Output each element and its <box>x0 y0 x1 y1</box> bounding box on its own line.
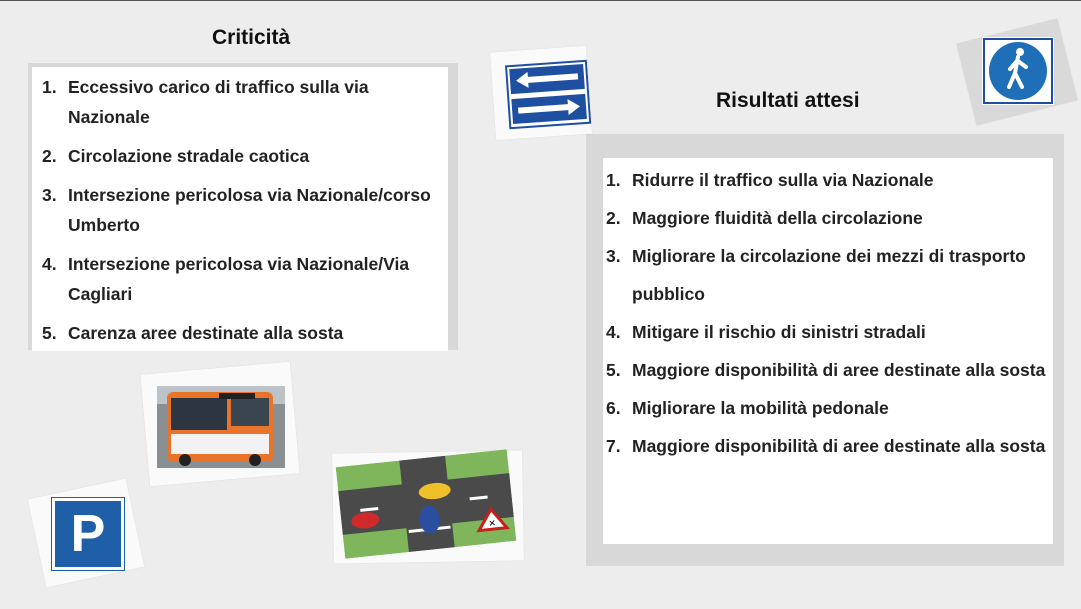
risultati-item: 1. Ridurre il traffico sulla via Nazionale <box>606 170 934 190</box>
criticita-item: 1. Eccessivo carico di traffico sulla via Nazionale <box>42 77 369 127</box>
risultati-title: Risultati attesi <box>716 89 860 112</box>
top-border <box>0 0 1081 1</box>
criticita-title: Criticità <box>212 26 291 49</box>
risultati-item: 2. Maggiore fluidità della circolazione <box>606 208 923 228</box>
pedestrian-sign-icon <box>982 37 1054 105</box>
bus-photo-icon <box>157 386 285 468</box>
two-way-sign-frame <box>490 46 592 140</box>
risultati-list <box>606 161 1052 465</box>
risultati-item: 5. Maggiore disponibilità di aree destinate alla sosta <box>606 360 1046 380</box>
criticita-list <box>42 72 442 357</box>
risultati-item: 3. Migliorare la circolazione dei mezzi di trasporto pubblico <box>606 246 1026 304</box>
criticita-item: 2. Circolazione stradale caotica <box>42 146 310 166</box>
risultati-item: 6. Migliorare la mobilità pedonale <box>606 398 889 418</box>
criticita-item: 3. Intersezione pericolosa via Nazionale/corso Umberto <box>42 185 431 235</box>
two-way-arrows-sign-icon <box>490 46 592 140</box>
parking-sign-icon: P <box>52 498 124 570</box>
risultati-item: 4. Mitigare il rischio di sinistri stradali <box>606 322 926 342</box>
svg-text:✕: ✕ <box>487 518 497 530</box>
risultati-item: 7. Maggiore disponibilità di aree destinate alla sosta <box>606 436 1046 456</box>
intersection-illustration-icon <box>336 449 517 558</box>
criticita-item: 5. Carenza aree destinate alla sosta <box>42 323 344 343</box>
criticita-item: 4. Intersezione pericolosa via Nazionale/Via Cagliari <box>42 254 410 304</box>
